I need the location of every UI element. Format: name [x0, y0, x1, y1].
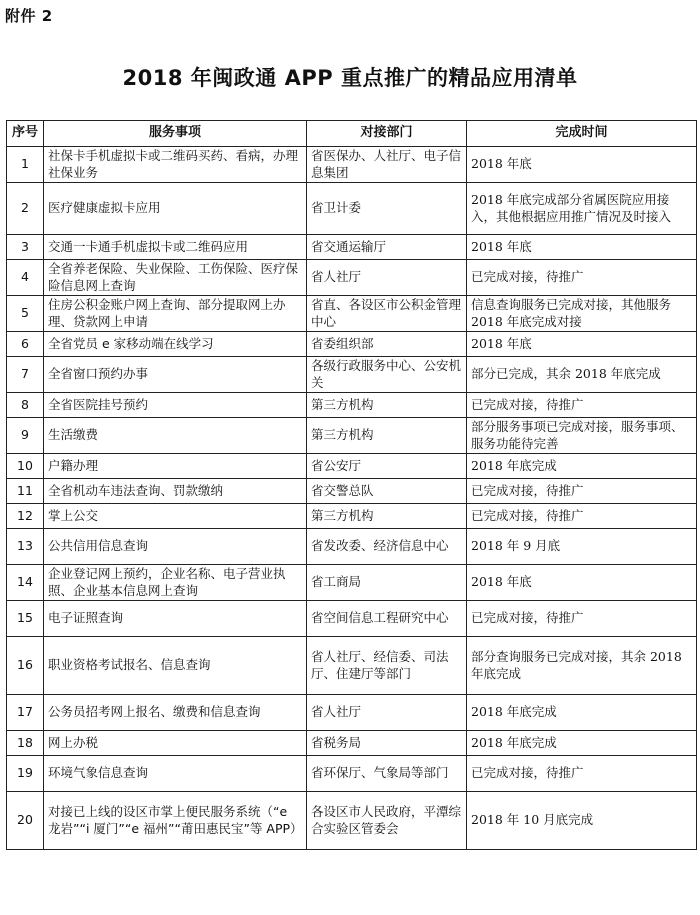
table-row [7, 756, 697, 792]
row-department: 省人社厅 [307, 695, 467, 731]
row-seq: 9 [7, 418, 44, 454]
table-row [7, 296, 697, 332]
row-department: 省委组织部 [307, 332, 467, 357]
row-service: 对接已上线的设区市掌上便民服务系统（“e 龙岩”“i 厦门”“e 福州”“莆田惠民宝”等 APP） [44, 792, 307, 850]
row-service: 企业登记网上预约，企业名称、电子营业执照、企业基本信息网上查询 [44, 565, 307, 601]
row-service: 生活缴费 [44, 418, 307, 454]
row-seq: 1 [7, 147, 44, 183]
row-department: 省发改委、经济信息中心 [307, 529, 467, 565]
header-seq: 序号 [7, 121, 44, 147]
row-department: 各设区市人民政府，平潭综合实验区管委会 [307, 792, 467, 850]
row-seq: 11 [7, 479, 44, 504]
row-service: 住房公积金账户网上查询、部分提取网上办理、贷款网上申请 [44, 296, 307, 332]
row-department: 第三方机构 [307, 504, 467, 529]
row-seq: 4 [7, 260, 44, 296]
row-service: 电子证照查询 [44, 601, 307, 637]
row-time: 2018 年底完成 [467, 454, 697, 479]
row-time: 部分已完成，其余 2018 年底完成 [467, 357, 697, 393]
row-time: 2018 年底完成 [467, 731, 697, 756]
table-row [7, 731, 697, 756]
row-seq: 13 [7, 529, 44, 565]
table-row [7, 260, 697, 296]
row-seq: 20 [7, 792, 44, 850]
row-time: 2018 年 9 月底 [467, 529, 697, 565]
table-row [7, 601, 697, 637]
row-service: 公务员招考网上报名、缴费和信息查询 [44, 695, 307, 731]
table-row [7, 479, 697, 504]
row-service: 公共信用信息查询 [44, 529, 307, 565]
row-department: 各级行政服务中心、公安机关 [307, 357, 467, 393]
row-time: 2018 年底完成 [467, 695, 697, 731]
table-row [7, 332, 697, 357]
row-department: 省税务局 [307, 731, 467, 756]
row-seq: 12 [7, 504, 44, 529]
row-service: 社保卡手机虚拟卡或二维码买药、看病，办理社保业务 [44, 147, 307, 183]
row-service: 全省医院挂号预约 [44, 393, 307, 418]
header-service: 服务事项 [44, 121, 307, 147]
row-seq: 2 [7, 183, 44, 235]
row-department: 省交通运输厅 [307, 235, 467, 260]
row-time: 已完成对接，待推广 [467, 260, 697, 296]
row-seq: 7 [7, 357, 44, 393]
row-time: 2018 年底 [467, 332, 697, 357]
row-service: 环境气象信息查询 [44, 756, 307, 792]
table-row [7, 357, 697, 393]
row-time: 已完成对接，待推广 [467, 601, 697, 637]
table-row [7, 235, 697, 260]
table-row [7, 454, 697, 479]
row-seq: 19 [7, 756, 44, 792]
row-department: 省空间信息工程研究中心 [307, 601, 467, 637]
table-header-row [7, 121, 697, 147]
row-seq: 16 [7, 637, 44, 695]
row-department: 第三方机构 [307, 393, 467, 418]
application-list-table [6, 120, 697, 850]
row-department: 省环保厅、气象局等部门 [307, 756, 467, 792]
row-time: 2018 年底 [467, 565, 697, 601]
row-seq: 6 [7, 332, 44, 357]
row-service: 职业资格考试报名、信息查询 [44, 637, 307, 695]
table-row [7, 504, 697, 529]
row-department: 省医保办、人社厅、电子信息集团 [307, 147, 467, 183]
table-row [7, 792, 697, 850]
document-title: 2018 年闽政通 APP 重点推广的精品应用清单 [122, 66, 578, 90]
row-seq: 17 [7, 695, 44, 731]
row-service: 全省机动车违法查询、罚款缴纳 [44, 479, 307, 504]
table-row [7, 147, 697, 183]
row-department: 省人社厅、经信委、司法厅、住建厅等部门 [307, 637, 467, 695]
row-seq: 8 [7, 393, 44, 418]
row-time: 信息查询服务已完成对接，其他服务 2018 年底完成对接 [467, 296, 697, 332]
table-row [7, 529, 697, 565]
header-department: 对接部门 [307, 121, 467, 147]
row-service: 全省窗口预约办事 [44, 357, 307, 393]
table-row [7, 183, 697, 235]
row-time: 2018 年底 [467, 235, 697, 260]
row-time: 部分查询服务已完成对接，其余 2018 年底完成 [467, 637, 697, 695]
table-row [7, 695, 697, 731]
row-time: 已完成对接，待推广 [467, 756, 697, 792]
row-seq: 10 [7, 454, 44, 479]
row-time: 已完成对接，待推广 [467, 504, 697, 529]
row-seq: 3 [7, 235, 44, 260]
table-row [7, 565, 697, 601]
row-time: 部分服务事项已完成对接，服务事项、服务功能待完善 [467, 418, 697, 454]
row-department: 省人社厅 [307, 260, 467, 296]
row-service: 网上办税 [44, 731, 307, 756]
row-time: 2018 年 10 月底完成 [467, 792, 697, 850]
table-row [7, 393, 697, 418]
row-department: 省工商局 [307, 565, 467, 601]
row-time: 已完成对接，待推广 [467, 393, 697, 418]
row-service: 户籍办理 [44, 454, 307, 479]
row-service: 医疗健康虚拟卡应用 [44, 183, 307, 235]
row-service: 全省党员 e 家移动端在线学习 [44, 332, 307, 357]
row-department: 第三方机构 [307, 418, 467, 454]
row-service: 全省养老保险、失业保险、工伤保险、医疗保险信息网上查询 [44, 260, 307, 296]
row-department: 省公安厅 [307, 454, 467, 479]
row-seq: 18 [7, 731, 44, 756]
table-row [7, 418, 697, 454]
row-service: 掌上公交 [44, 504, 307, 529]
row-seq: 5 [7, 296, 44, 332]
row-seq: 14 [7, 565, 44, 601]
row-time: 2018 年底 [467, 147, 697, 183]
row-time: 2018 年底完成部分省属医院应用接入，其他根据应用推广情况及时接入 [467, 183, 697, 235]
row-time: 已完成对接，待推广 [467, 479, 697, 504]
row-department: 省卫计委 [307, 183, 467, 235]
attachment-label: 附件 2 [5, 7, 53, 25]
row-department: 省直、各设区市公积金管理中心 [307, 296, 467, 332]
header-time: 完成时间 [467, 121, 697, 147]
table-row [7, 637, 697, 695]
row-seq: 15 [7, 601, 44, 637]
row-department: 省交警总队 [307, 479, 467, 504]
row-service: 交通一卡通手机虚拟卡或二维码应用 [44, 235, 307, 260]
